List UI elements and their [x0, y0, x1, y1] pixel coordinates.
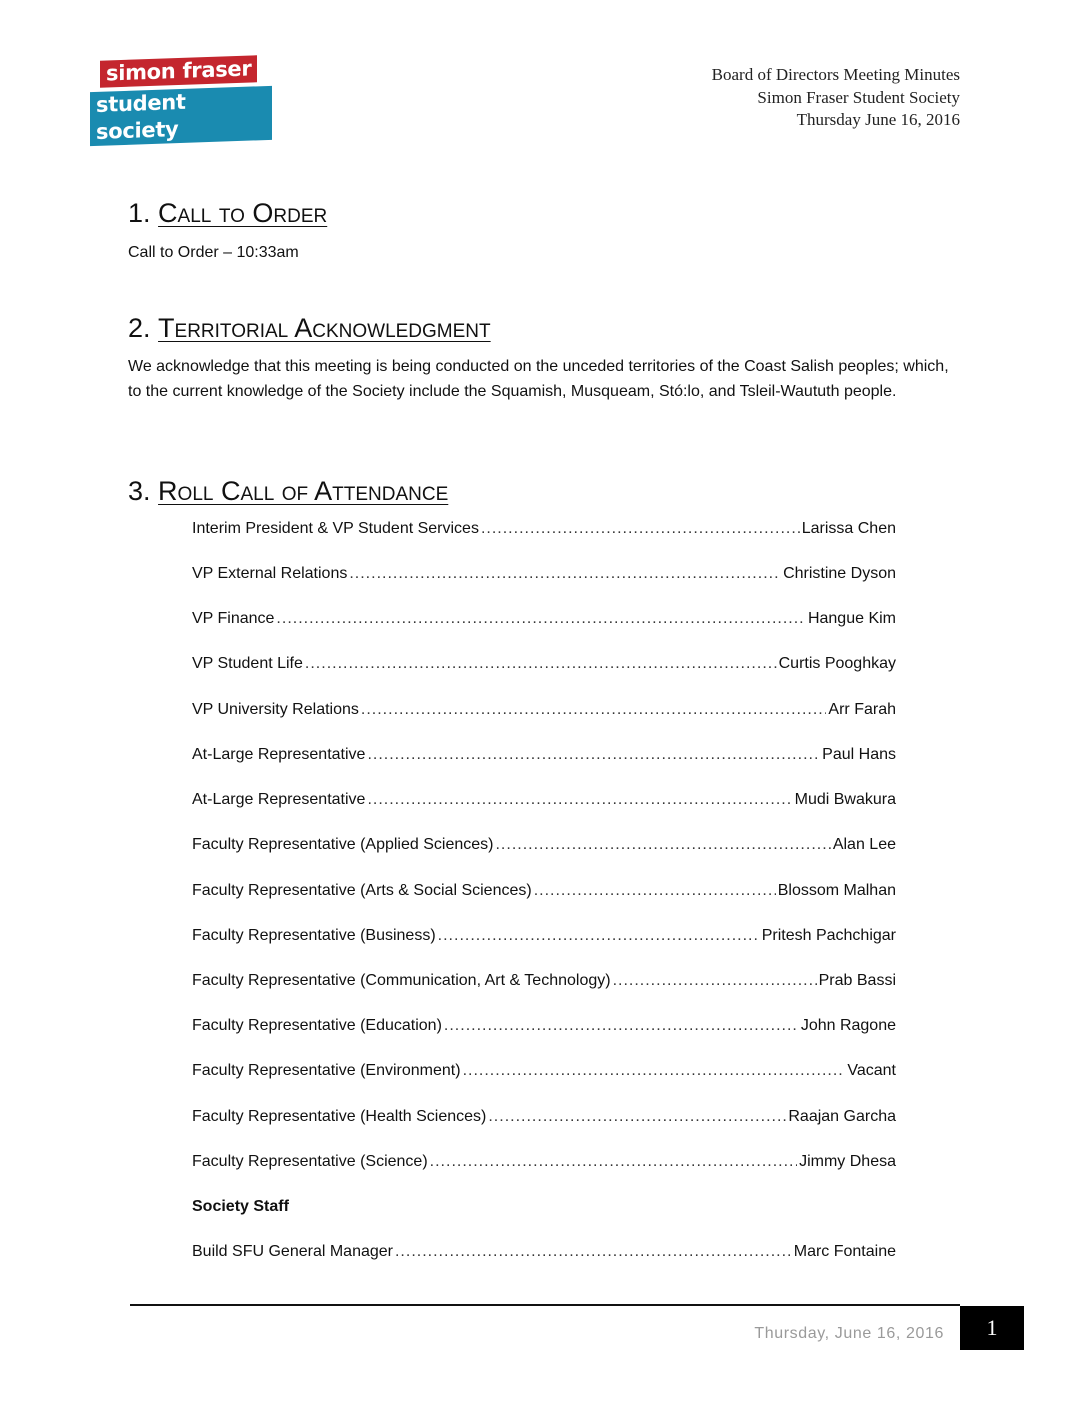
staff-row	[192, 1243, 896, 1265]
role-label: Faculty Representative (Environment)	[192, 1062, 461, 1079]
roll-call-row	[192, 565, 896, 587]
dot-leader	[367, 746, 820, 764]
roll-call-row	[192, 836, 896, 858]
role-label: VP External Relations	[192, 565, 348, 582]
member-name: Blossom Malhan	[777, 882, 896, 899]
dot-leader	[430, 1153, 797, 1171]
header-title: Board of Directors Meeting Minutes	[711, 65, 960, 84]
role-label: At-Large Representative	[192, 746, 366, 763]
role-label: VP Student Life	[192, 655, 303, 672]
roll-call-row	[192, 1017, 896, 1039]
member-name: Jimmy Dhesa	[799, 1153, 896, 1170]
member-name: Alan Lee	[832, 836, 896, 853]
role-label: Faculty Representative (Education)	[192, 1017, 442, 1034]
dot-leader	[481, 520, 800, 538]
role-label: Faculty Representative (Health Sciences)	[192, 1108, 487, 1125]
dot-leader	[488, 1108, 786, 1126]
role-label: Faculty Representative (Arts & Social Sciences)	[192, 882, 532, 899]
member-name: Arr Farah	[828, 701, 896, 718]
dot-leader	[367, 791, 792, 809]
member-name: Raajan Garcha	[788, 1108, 896, 1125]
society-staff-heading: Society Staff	[192, 1198, 289, 1215]
roll-call-row	[192, 882, 896, 904]
role-label: Faculty Representative (Applied Sciences)	[192, 836, 494, 853]
member-name: Pritesh Pachchigar	[761, 927, 896, 944]
section-title: Territorial Acknowledgment	[158, 313, 491, 343]
dot-leader	[276, 610, 806, 628]
member-name: Vacant	[847, 1062, 896, 1079]
roll-call-row	[192, 610, 896, 632]
section-title: Call to Order	[158, 198, 328, 228]
dot-leader	[463, 1062, 846, 1080]
section-heading-territorial-acknowledgment	[128, 313, 491, 344]
logo-line-2: student society	[90, 86, 272, 146]
section-heading-call-to-order	[128, 198, 327, 229]
sfss-logo	[90, 56, 272, 144]
dot-leader	[361, 701, 827, 719]
footer-rule	[130, 1304, 960, 1306]
roll-call-row	[192, 1108, 896, 1130]
call-to-order-text: Call to Order – 10:33am	[128, 244, 299, 261]
footer-date: Thursday, June 16, 2016	[754, 1325, 944, 1342]
header-organization: Simon Fraser Student Society	[757, 87, 960, 107]
member-name: Mudi Bwakura	[794, 791, 896, 808]
roll-call-row	[192, 927, 896, 949]
document-header	[712, 64, 960, 132]
roll-call-row	[192, 1153, 896, 1175]
dot-leader	[395, 1243, 792, 1261]
dot-leader	[534, 882, 776, 900]
member-name: Marc Fontaine	[793, 1243, 896, 1260]
role-label: Faculty Representative (Business)	[192, 927, 436, 944]
member-name: Christine Dyson	[783, 565, 896, 582]
dot-leader	[438, 927, 760, 945]
dot-leader	[613, 972, 817, 990]
roll-call-row	[192, 520, 896, 542]
role-label: Interim President & VP Student Services	[192, 520, 479, 537]
roll-call-row	[192, 791, 896, 813]
dot-leader	[349, 565, 781, 583]
member-name: Prab Bassi	[818, 972, 896, 989]
section-title: Roll Call of Attendance	[158, 476, 449, 506]
role-label: At-Large Representative	[192, 791, 366, 808]
roll-call-row	[192, 972, 896, 994]
header-date: Thursday June 16, 2016	[796, 110, 960, 129]
member-name: Larissa Chen	[801, 520, 896, 537]
roll-call-row	[192, 701, 896, 723]
roll-call-row	[192, 746, 896, 768]
role-label: Build SFU General Manager	[192, 1243, 393, 1260]
member-name: Paul Hans	[822, 746, 896, 763]
member-name: Hangue Kim	[807, 610, 896, 627]
page-number: 1	[960, 1306, 1024, 1350]
section-number: 1.	[128, 198, 151, 228]
member-name: Curtis Pooghkay	[778, 655, 896, 672]
role-label: Faculty Representative (Communication, Art & Technology)	[192, 972, 611, 989]
role-label: VP Finance	[192, 610, 275, 627]
dot-leader	[444, 1017, 799, 1035]
roll-call-row	[192, 1062, 896, 1084]
section-number: 2.	[128, 313, 151, 343]
section-heading-roll-call	[128, 476, 448, 507]
dot-leader	[305, 655, 777, 673]
role-label: VP University Relations	[192, 701, 359, 718]
territorial-acknowledgment-text: We acknowledge that this meeting is being conducted on the unceded territories of the Coast Salish peoples; which, to the current knowledge of the Society include the Squamish, Musqueam, Stó:lo, and Tsleil-Waututh people.	[128, 358, 949, 400]
logo-line-1: simon fraser	[100, 55, 257, 87]
dot-leader	[495, 836, 830, 854]
member-name: John Ragone	[800, 1017, 896, 1034]
roll-call-row	[192, 655, 896, 677]
section-number: 3.	[128, 476, 151, 506]
role-label: Faculty Representative (Science)	[192, 1153, 428, 1170]
